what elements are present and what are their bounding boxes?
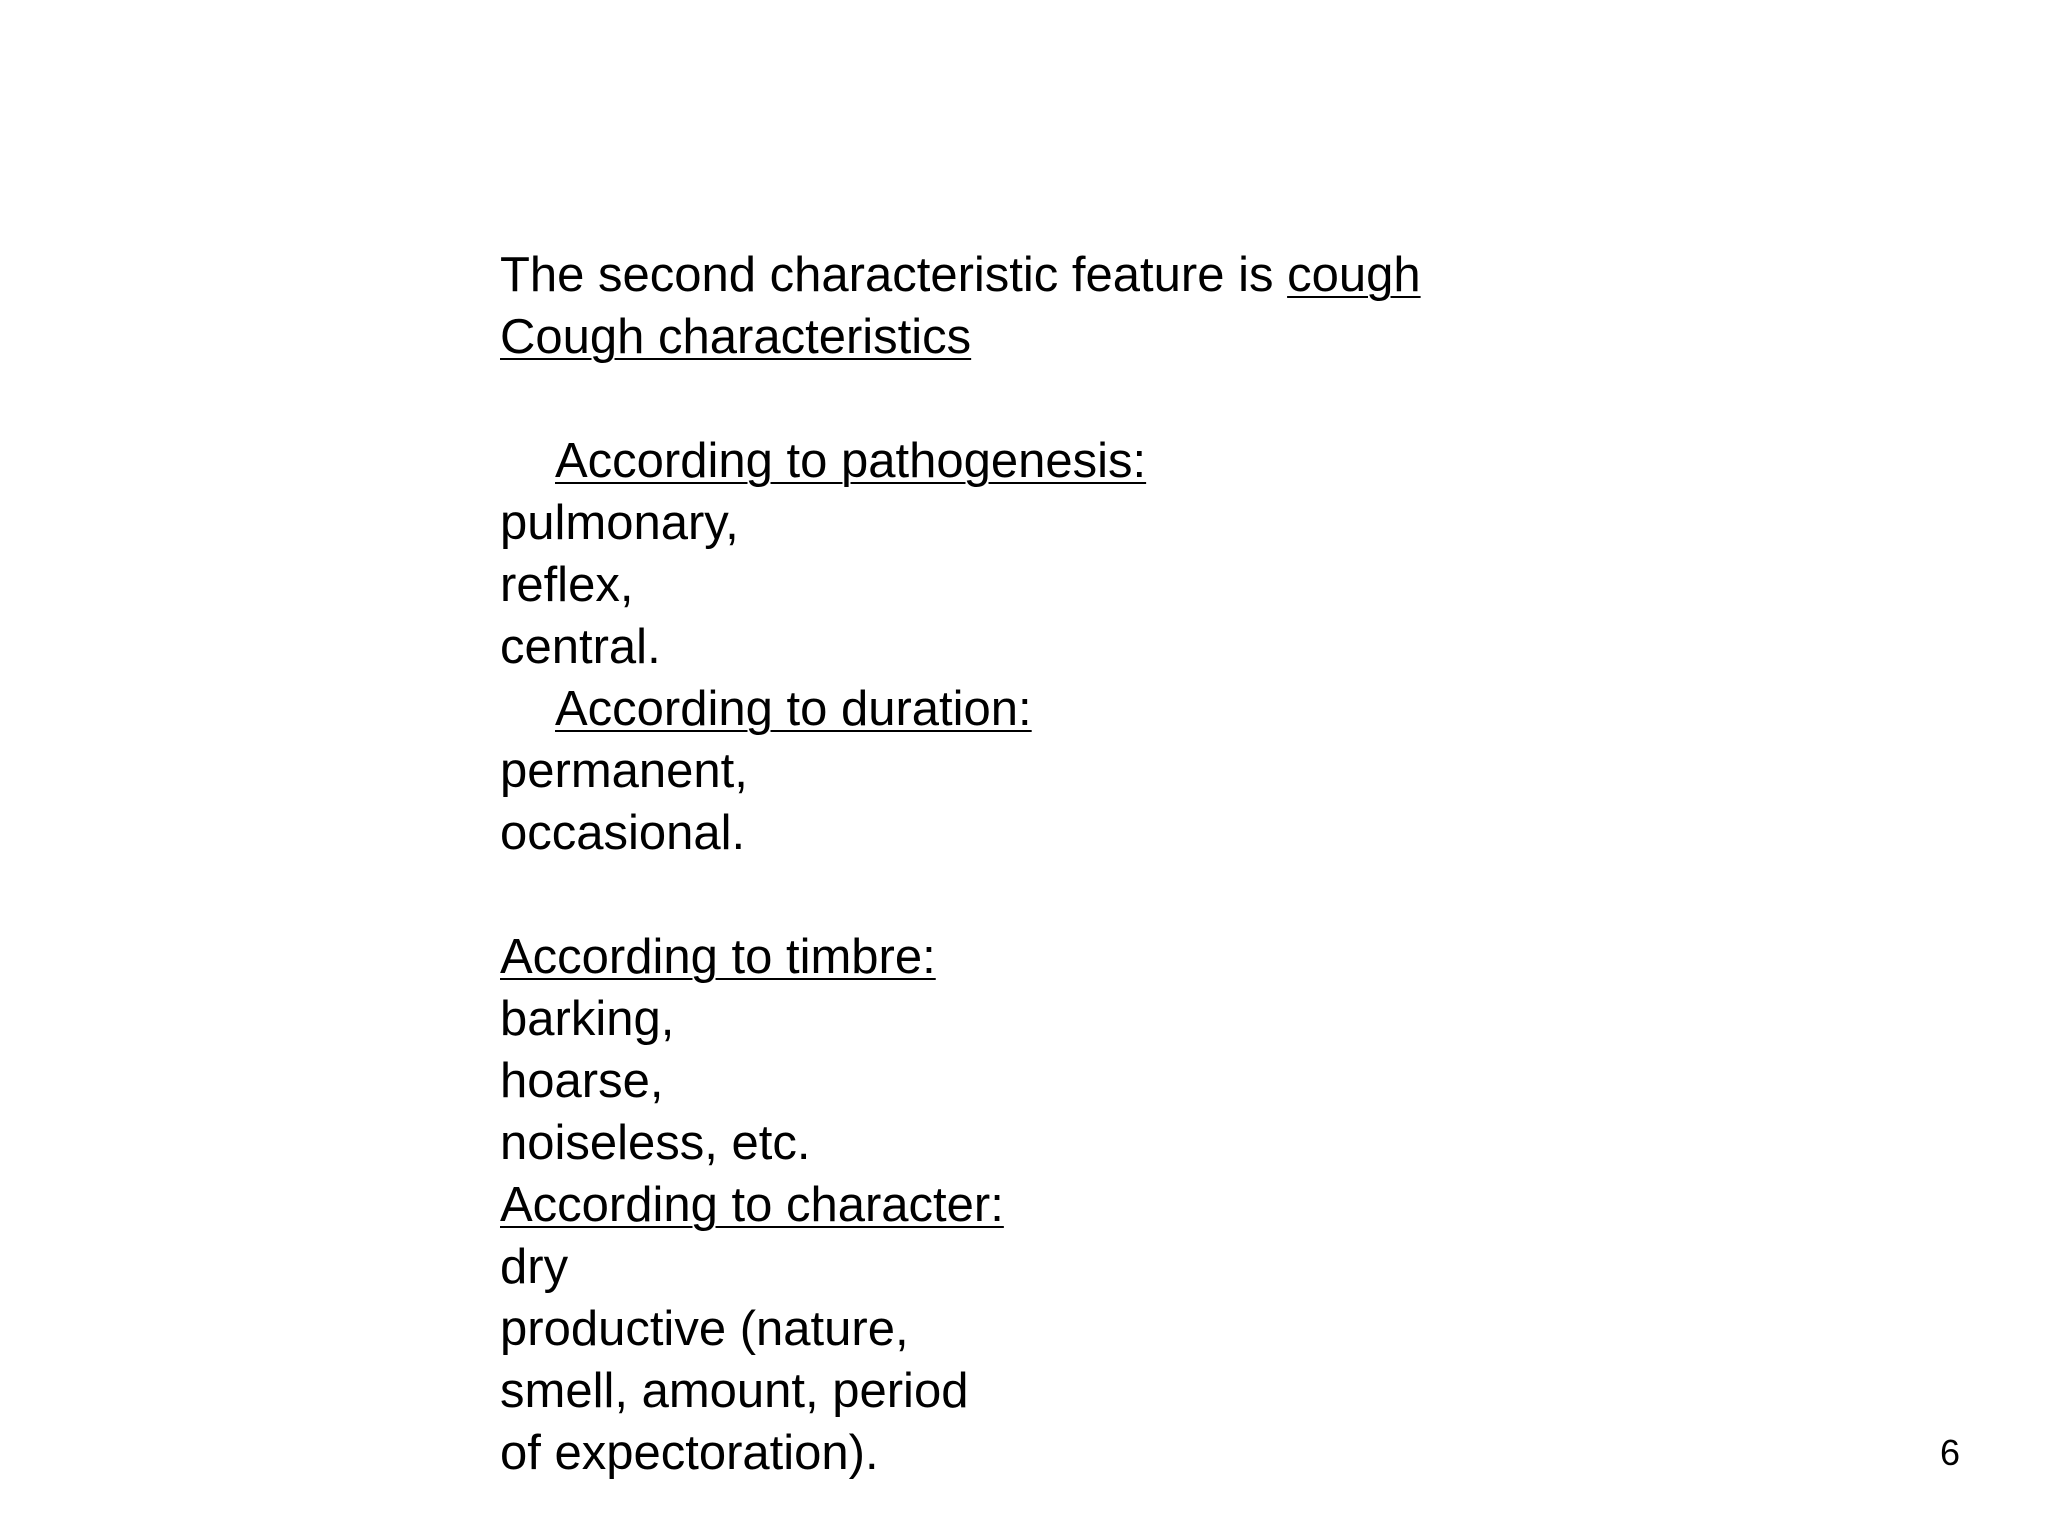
pathogenesis-item: pulmonary, <box>500 496 739 550</box>
duration-item: permanent, <box>500 744 748 798</box>
character-item: dry <box>500 1240 569 1294</box>
timbre-heading-line <box>500 926 1700 988</box>
duration-item: occasional. <box>500 806 746 860</box>
slide-body <box>500 244 1700 1484</box>
intro-highlight: cough <box>1287 248 1421 302</box>
pathogenesis-item: reflex, <box>500 558 634 612</box>
character-heading-line <box>500 1174 1700 1236</box>
timbre-item: hoarse, <box>500 1054 664 1108</box>
character-item: productive (nature, <box>500 1302 909 1356</box>
intro-line <box>500 244 1700 306</box>
character-heading: According to character: <box>500 1178 1004 1232</box>
timbre-item: noiseless, etc. <box>500 1116 811 1170</box>
spacer <box>500 368 1700 430</box>
character-item: smell, amount, period <box>500 1364 969 1418</box>
pathogenesis-heading-line <box>500 430 1700 492</box>
timbre-heading: According to timbre: <box>500 930 936 984</box>
character-item: of expectoration). <box>500 1426 879 1480</box>
pathogenesis-item: central. <box>500 620 661 674</box>
duration-heading: According to duration: <box>555 682 1032 736</box>
pathogenesis-heading: According to pathogenesis: <box>555 434 1147 488</box>
duration-heading-line <box>500 678 1700 740</box>
page-number: 6 <box>1939 1432 1960 1473</box>
intro-text: The second characteristic feature is <box>500 248 1288 302</box>
spacer <box>500 864 1700 926</box>
timbre-item: barking, <box>500 992 675 1046</box>
subtitle: Cough characteristics <box>500 310 972 364</box>
